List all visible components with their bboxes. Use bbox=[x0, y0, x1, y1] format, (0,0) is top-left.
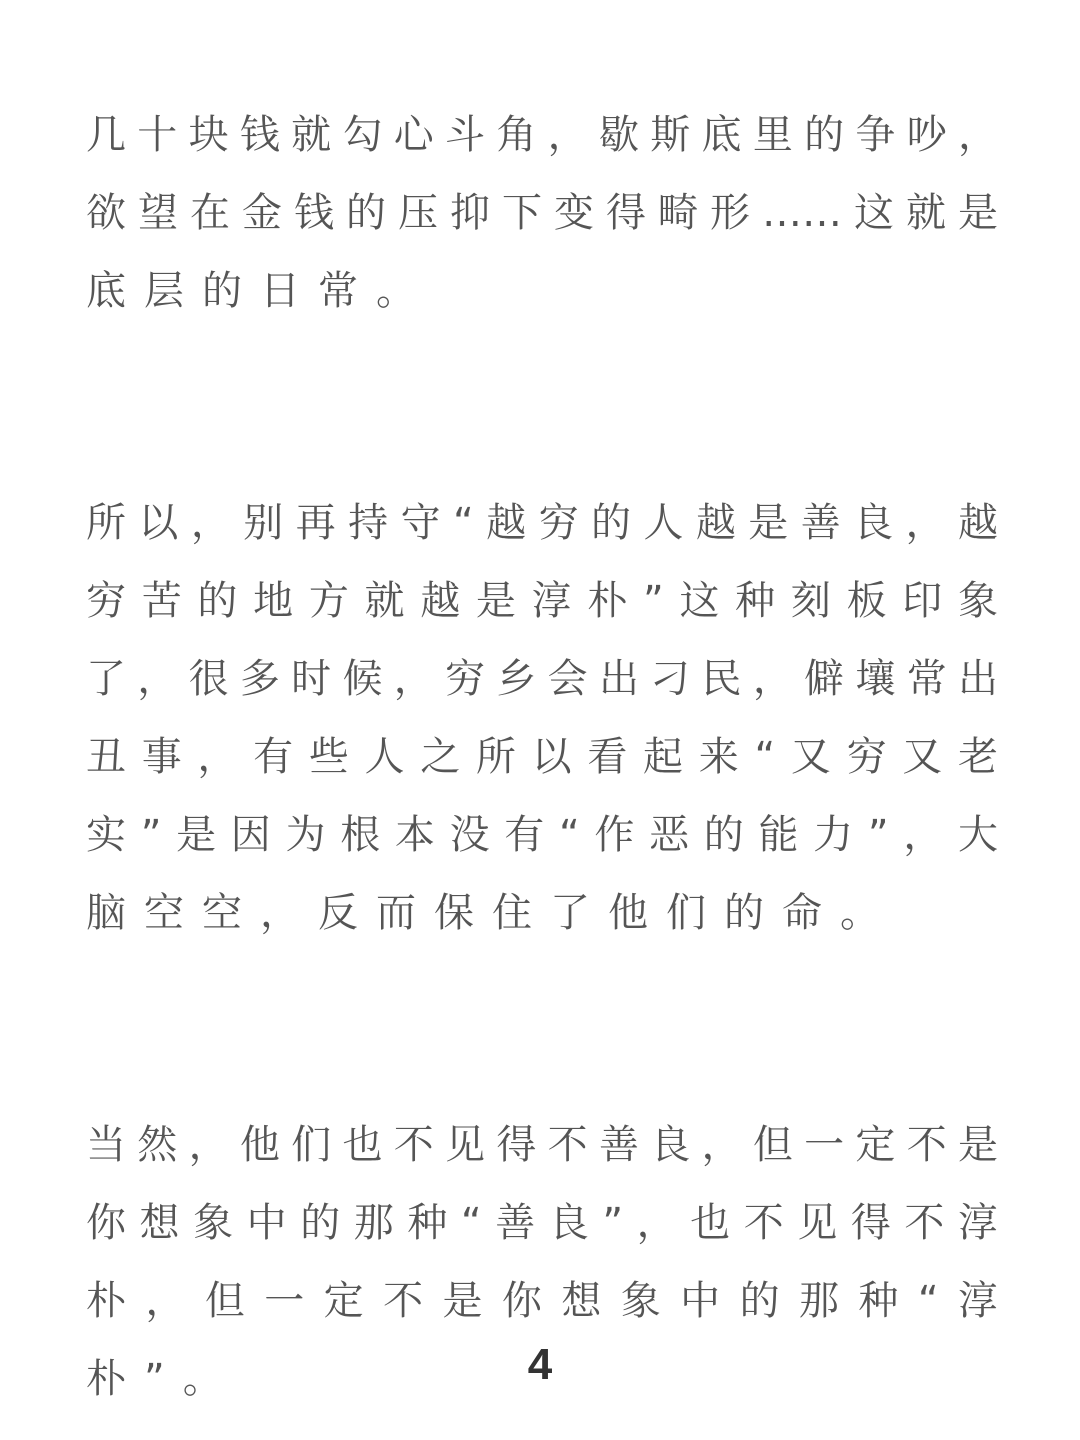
text-line: 几十块钱就勾心斗角，歇斯底里的争吵， bbox=[86, 112, 998, 158]
page-number: 4 bbox=[527, 1340, 553, 1389]
paragraph-gap bbox=[86, 330, 998, 484]
text-line: 穷苦的地方就越是淳朴”这种刻板印象 bbox=[86, 578, 998, 624]
paragraph-1 bbox=[86, 96, 998, 330]
article-body bbox=[86, 96, 998, 1418]
text-line: 你想象中的那种“善良”，也不见得不淳 bbox=[86, 1200, 998, 1246]
text-line: 底层的日常。 bbox=[86, 268, 434, 314]
text-line: 朴”。 bbox=[86, 1356, 241, 1402]
text-line: 丑事，有些人之所以看起来“又穷又老 bbox=[86, 734, 998, 780]
text-line: 实”是因为根本没有“作恶的能力”，大 bbox=[86, 812, 998, 858]
paragraph-gap bbox=[86, 952, 998, 1106]
text-line: 所以，别再持守“越穷的人越是善良，越 bbox=[86, 500, 998, 546]
text-line: 欲望在金钱的压抑下变得畸形……这就是 bbox=[86, 190, 998, 236]
text-line: 了，很多时候，穷乡会出刁民，僻壤常出 bbox=[86, 656, 998, 702]
text-line: 脑空空，反而保住了他们的命。 bbox=[86, 890, 898, 936]
paragraph-2 bbox=[86, 484, 998, 952]
text-line: 朴，但一定不是你想象中的那种“淳 bbox=[86, 1278, 998, 1324]
text-line: 当然，他们也不见得不善良，但一定不是 bbox=[86, 1122, 998, 1168]
